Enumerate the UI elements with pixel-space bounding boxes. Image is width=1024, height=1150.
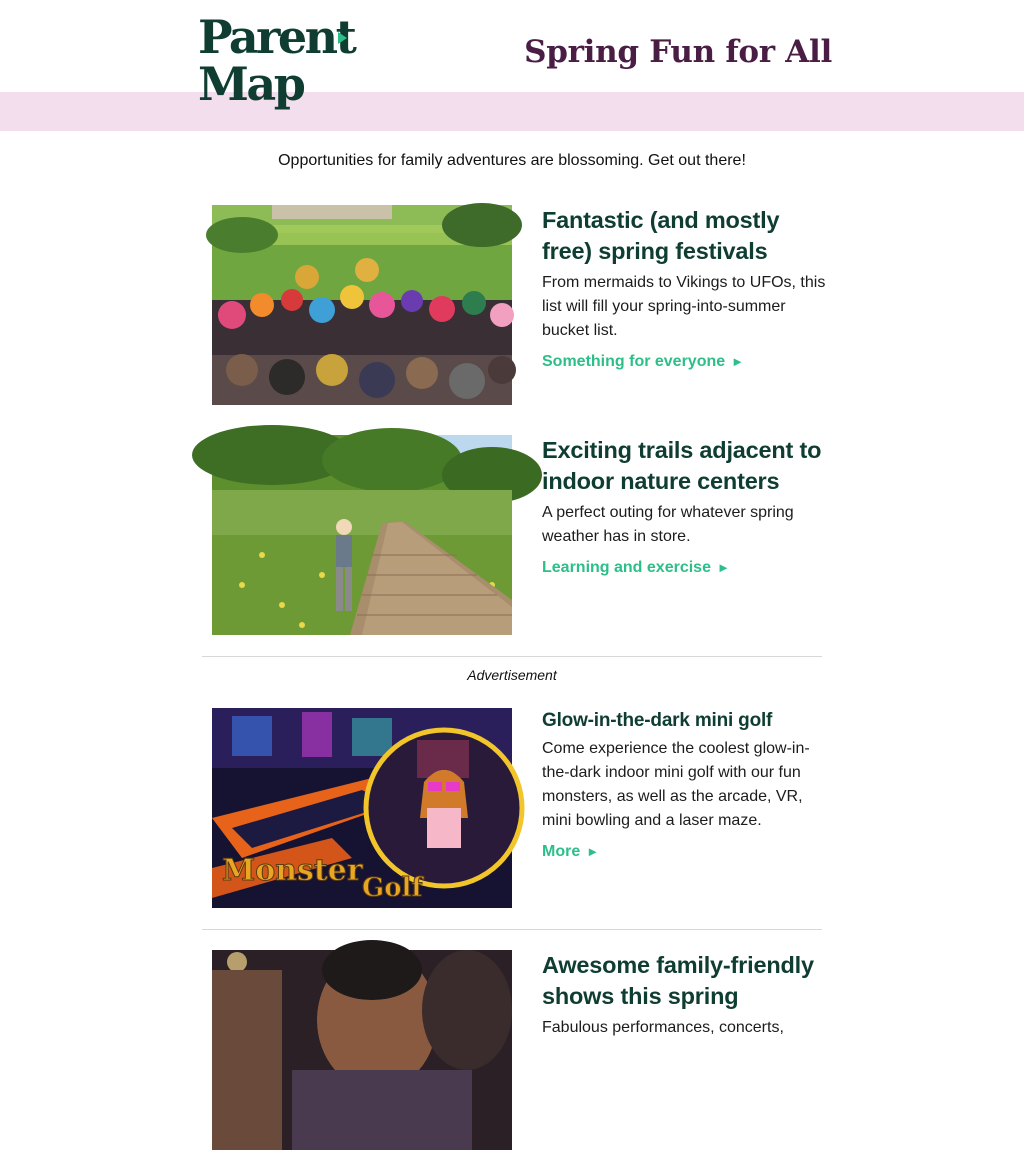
article-description: A perfect outing for whatever spring weather has in store. [542, 504, 794, 545]
festival-photo-icon [212, 205, 512, 405]
intro-text: Opportunities for family adventures are blossoming. Get out there! [278, 152, 746, 169]
article-title[interactable]: Fantastic (and mostly free) spring festivals [542, 207, 780, 264]
mini-golf-photo[interactable] [212, 708, 512, 908]
trail-photo-icon [212, 435, 512, 635]
play-triangle-icon [338, 32, 347, 44]
something-for-everyone-link[interactable] [542, 353, 744, 371]
divider [202, 929, 822, 930]
header-band [0, 92, 1024, 131]
header-title: Spring Fun for All [524, 34, 832, 70]
shows-photo-icon [212, 950, 512, 1150]
arrow-right-icon: ► [731, 354, 745, 369]
learning-and-exercise-link[interactable] [542, 559, 730, 577]
header [0, 0, 1024, 92]
ad-title[interactable]: Glow-in-the-dark mini golf [542, 710, 773, 731]
arrow-right-icon: ► [716, 560, 730, 575]
mini-golf-photo-icon [212, 708, 512, 908]
svg-text:Golf: Golf [362, 873, 423, 903]
festival-photo[interactable] [212, 205, 512, 405]
divider [202, 656, 822, 657]
link-label: More [542, 843, 581, 860]
advertisement-label: Advertisement [467, 667, 557, 683]
link-label: Learning and exercise [542, 559, 711, 576]
article-description: From mermaids to Vikings to UFOs, this list will fill your spring-into-summer bucket list. [542, 274, 826, 339]
more-link[interactable] [542, 843, 599, 861]
article-title[interactable]: Awesome family-friendly shows this spring [542, 952, 814, 1009]
logo-text-line2: Map [198, 57, 304, 111]
arrow-right-icon: ► [586, 844, 600, 859]
svg-text:Monster: Monster [222, 853, 363, 888]
article-description: Fabulous performances, concerts, [542, 1019, 784, 1036]
trail-photo[interactable] [212, 435, 512, 635]
ad-description: Come experience the coolest glow-in-the-dark indoor mini golf with our fun monsters, as well as the arcade, VR, mini bowling and a laser maze. [542, 740, 810, 829]
logo-text-line1: Parent [198, 10, 355, 64]
link-label: Something for everyone [542, 353, 726, 370]
article-title[interactable]: Exciting trails adjacent to indoor nature centers [542, 437, 822, 494]
parentmap-logo[interactable] [198, 10, 358, 124]
shows-photo[interactable] [212, 950, 512, 1024]
